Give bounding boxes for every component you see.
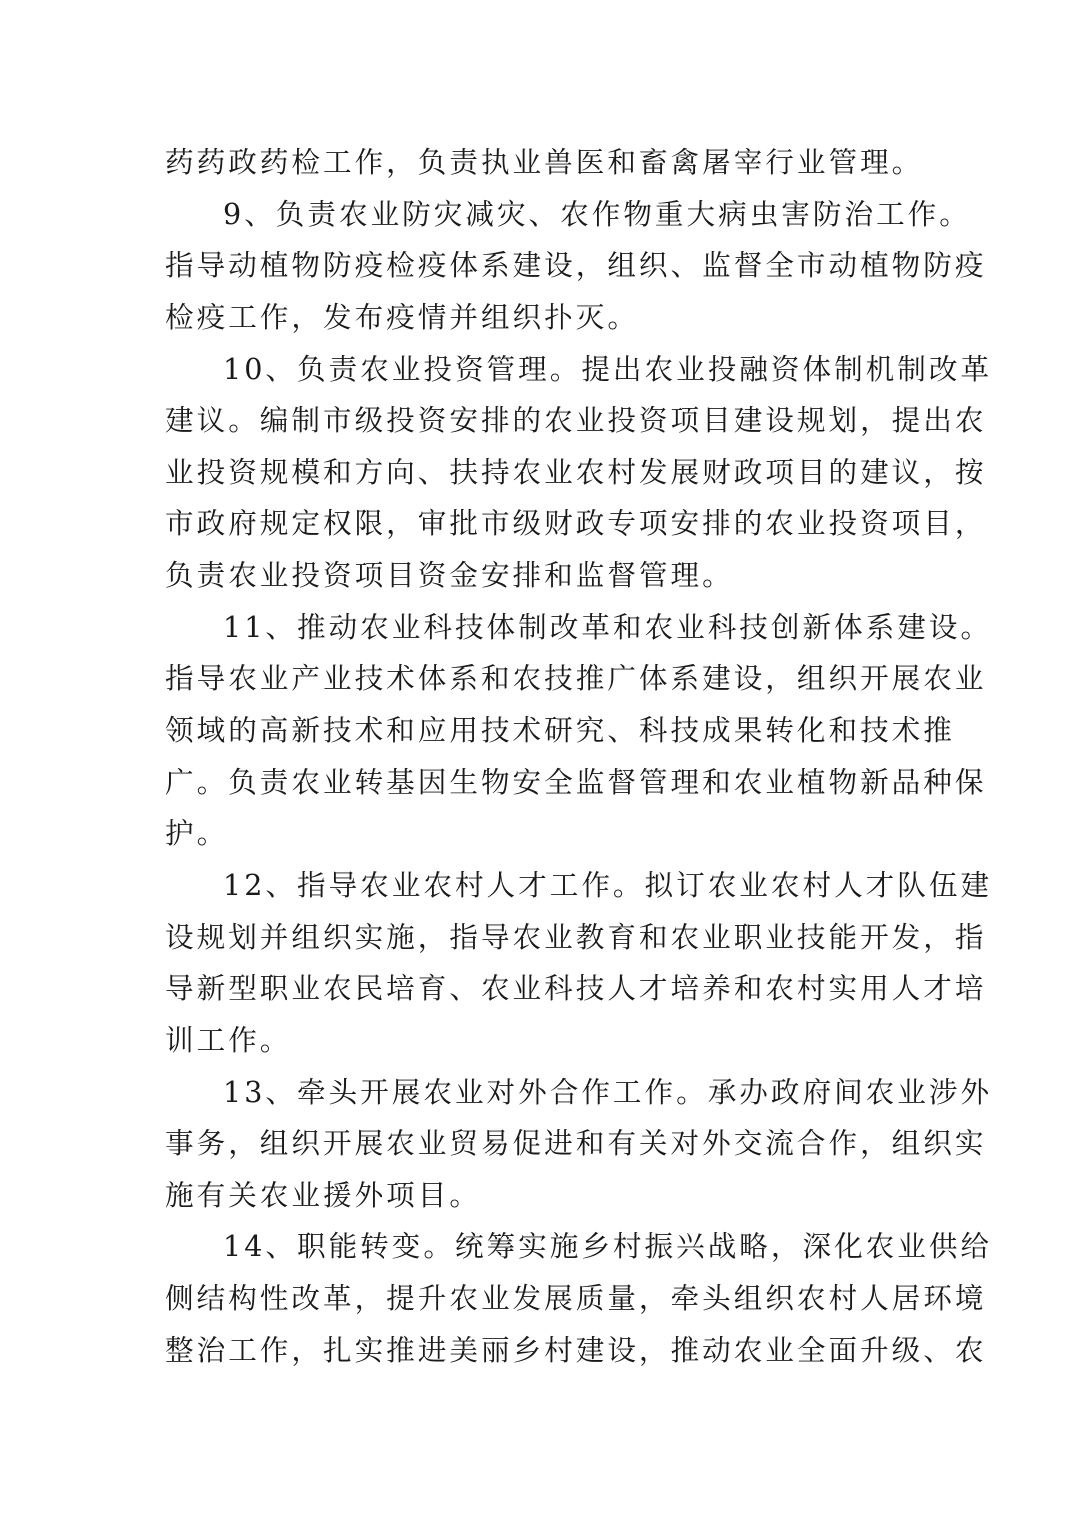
text-line: 11、推动农业科技体制改革和农业科技创新体系建设。 [223,609,993,644]
text-line: 9、负责农业防灾减灾、农作物重大病虫害防治工作。 [223,196,971,231]
text-line: 负责农业投资项目资金安排和监督管理。 [165,558,734,593]
text-line: 14、职能转变。统筹实施乡村振兴战略，深化农业供给 [223,1229,993,1264]
text-line: 检疫工作，发布疫情并组织扑灭。 [165,299,639,334]
text-line: 领域的高新技术和应用技术研究、科技成果转化和技术推 [165,713,955,748]
text-line: 13、牵头开展农业对外合作工作。承办政府间农业涉外 [223,1074,993,1109]
text-line: 导新型职业农民培育、农业科技人才培养和农村实用人才培 [165,971,987,1006]
text-line: 市政府规定权限，审批市级财政专项安排的农业投资项目， [165,506,987,541]
text-line: 施有关农业援外项目。 [165,1177,481,1212]
document-body [165,137,993,1376]
text-line: 护。 [165,816,229,851]
text-line: 广。负责农业转基因生物安全监督管理和农业植物新品种保 [165,764,987,799]
text-line: 指导动植物防疫检疫体系建设，组织、监督全市动植物防疫 [165,248,987,283]
text-line: 整治工作，扎实推进美丽乡村建设，推动农业全面升级、农 [165,1332,987,1367]
text-line: 业投资规模和方向、扶持农业农村发展财政项目的建议，按 [165,454,987,489]
text-line: 指导农业产业技术体系和农技推广体系建设，组织开展农业 [165,661,987,696]
text-line: 建议。编制市级投资安排的农业投资项目建设规划，提出农 [165,403,987,438]
text-line: 12、指导农业农村人才工作。拟订农业农村人才队伍建 [223,867,993,902]
text-line: 10、负责农业投资管理。提出农业投融资体制机制改革 [223,351,993,386]
text-line: 事务，组织开展农业贸易促进和有关对外交流合作，组织实 [165,1126,987,1161]
text-line: 药药政药检工作，负责执业兽医和畜禽屠宰行业管理。 [165,145,924,179]
text-line: 设规划并组织实施，指导农业教育和农业职业技能开发，指 [165,919,987,954]
text-line: 侧结构性改革，提升农业发展质量，牵头组织农村人居环境 [165,1281,987,1316]
text-line: 训工作。 [165,1022,292,1057]
